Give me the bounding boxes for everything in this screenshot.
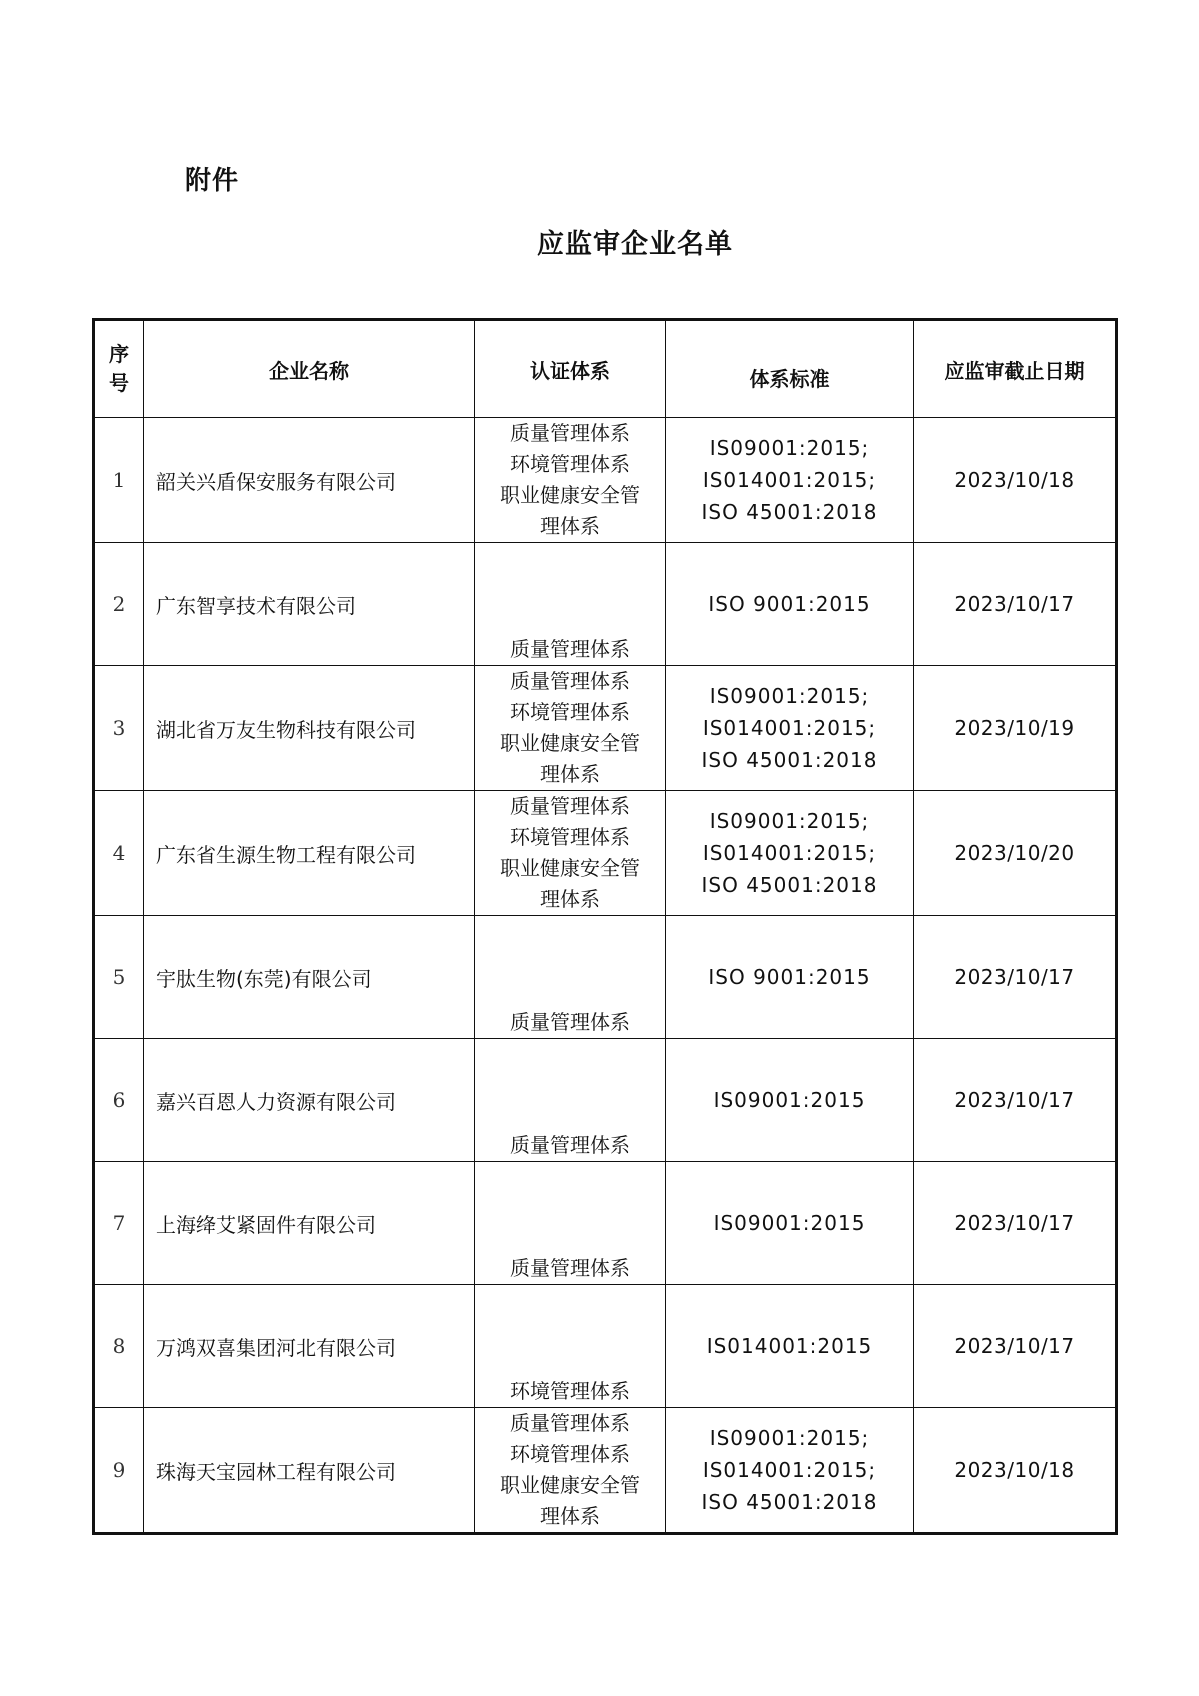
standard-line: ISO 45001:2018 [701,1490,878,1514]
row-company-name: 嘉兴百恩人力资源有限公司 [144,1039,475,1162]
cert-system-line: 理体系 [540,762,600,786]
row-company-name: 珠海天宝园林工程有限公司 [144,1408,475,1534]
row-seq: 1 [94,418,144,543]
cert-system-line: 质量管理体系 [510,794,630,818]
row-cert-system [475,791,666,916]
cert-system-line: 环境管理体系 [510,825,630,849]
header-standard: 体系标准 [666,320,914,418]
standard-line: IS09001:2015 [713,1211,866,1235]
cert-system-line: 质量管理体系 [510,1133,630,1157]
standard-line: ISO 9001:2015 [708,965,871,989]
row-standard [666,1039,914,1162]
row-deadline-date: 2023/10/17 [914,1285,1117,1408]
table-row [94,543,1117,666]
row-deadline-date: 2023/10/17 [914,916,1117,1039]
row-company-name: 广东智享技术有限公司 [144,543,475,666]
standard-line: IS09001:2015; [709,809,870,833]
header-company: 企业名称 [144,320,475,418]
audit-company-table [92,318,1118,1535]
row-company-name: 韶关兴盾保安服务有限公司 [144,418,475,543]
row-deadline-date: 2023/10/17 [914,543,1117,666]
row-seq: 6 [94,1039,144,1162]
table-row [94,1162,1117,1285]
row-cert-system [475,1162,666,1285]
standard-line: IS09001:2015; [709,1426,870,1450]
header-system: 认证体系 [475,320,666,418]
cert-system-line: 质量管理体系 [510,1256,630,1280]
attachment-label: 附件 [185,166,240,196]
standard-line: IS014001:2015; [702,468,877,492]
cert-system-line: 环境管理体系 [510,452,630,476]
row-standard [666,1162,914,1285]
cert-system-line: 职业健康安全管 [500,731,640,755]
row-company-name: 广东省生源生物工程有限公司 [144,791,475,916]
row-seq: 4 [94,791,144,916]
row-seq: 5 [94,916,144,1039]
row-deadline-date: 2023/10/20 [914,791,1117,916]
row-cert-system [475,916,666,1039]
cert-system-line: 质量管理体系 [510,637,630,661]
cert-system-line: 质量管理体系 [510,421,630,445]
row-standard [666,916,914,1039]
row-seq: 2 [94,543,144,666]
row-deadline-date: 2023/10/18 [914,1408,1117,1534]
standard-line: ISO 9001:2015 [708,592,871,616]
standard-line: IS09001:2015; [709,436,870,460]
cert-system-line: 环境管理体系 [510,1442,630,1466]
row-seq: 7 [94,1162,144,1285]
row-standard [666,1285,914,1408]
row-cert-system [475,543,666,666]
row-cert-system [475,1285,666,1408]
table-row [94,1039,1117,1162]
cert-system-line: 质量管理体系 [510,1411,630,1435]
table-row [94,1285,1117,1408]
row-company-name: 上海绛艾紧固件有限公司 [144,1162,475,1285]
row-seq: 9 [94,1408,144,1534]
row-deadline-date: 2023/10/17 [914,1162,1117,1285]
cert-system-line: 理体系 [540,887,600,911]
row-standard [666,543,914,666]
row-company-name: 湖北省万友生物科技有限公司 [144,666,475,791]
row-standard [666,418,914,543]
row-cert-system [475,666,666,791]
table-row [94,666,1117,791]
cert-system-line: 职业健康安全管 [500,856,640,880]
row-company-name: 万鸿双喜集团河北有限公司 [144,1285,475,1408]
standard-line: ISO 45001:2018 [701,748,878,772]
table-row [94,1408,1117,1534]
standard-line: IS09001:2015; [709,684,870,708]
standard-line: IS014001:2015; [702,841,877,865]
document-title: 应监审企业名单 [537,229,733,260]
standard-line: IS014001:2015; [702,1458,877,1482]
cert-system-line: 职业健康安全管 [500,483,640,507]
row-company-name: 宇肽生物(东莞)有限公司 [144,916,475,1039]
cert-system-line: 理体系 [540,514,600,538]
row-deadline-date: 2023/10/19 [914,666,1117,791]
cert-system-line: 质量管理体系 [510,669,630,693]
row-deadline-date: 2023/10/18 [914,418,1117,543]
standard-line: IS014001:2015 [706,1334,873,1358]
standard-line: IS014001:2015; [702,716,877,740]
cert-system-line: 职业健康安全管 [500,1473,640,1497]
row-cert-system [475,1408,666,1534]
row-cert-system [475,1039,666,1162]
row-standard [666,1408,914,1534]
cert-system-line: 环境管理体系 [510,700,630,724]
table-row [94,916,1117,1039]
header-seq: 序号 [94,320,144,418]
cert-system-line: 理体系 [540,1504,600,1528]
row-deadline-date: 2023/10/17 [914,1039,1117,1162]
row-standard [666,666,914,791]
standard-line: ISO 45001:2018 [701,500,878,524]
table-body [94,418,1117,1534]
standard-line: ISO 45001:2018 [701,873,878,897]
table-row [94,418,1117,543]
table-header-row [94,320,1117,418]
header-deadline: 应监审截止日期 [914,320,1117,418]
cert-system-line: 质量管理体系 [510,1010,630,1034]
row-standard [666,791,914,916]
standard-line: IS09001:2015 [713,1088,866,1112]
table-row [94,791,1117,916]
cert-system-line: 环境管理体系 [510,1379,630,1403]
row-cert-system [475,418,666,543]
row-seq: 8 [94,1285,144,1408]
row-seq: 3 [94,666,144,791]
